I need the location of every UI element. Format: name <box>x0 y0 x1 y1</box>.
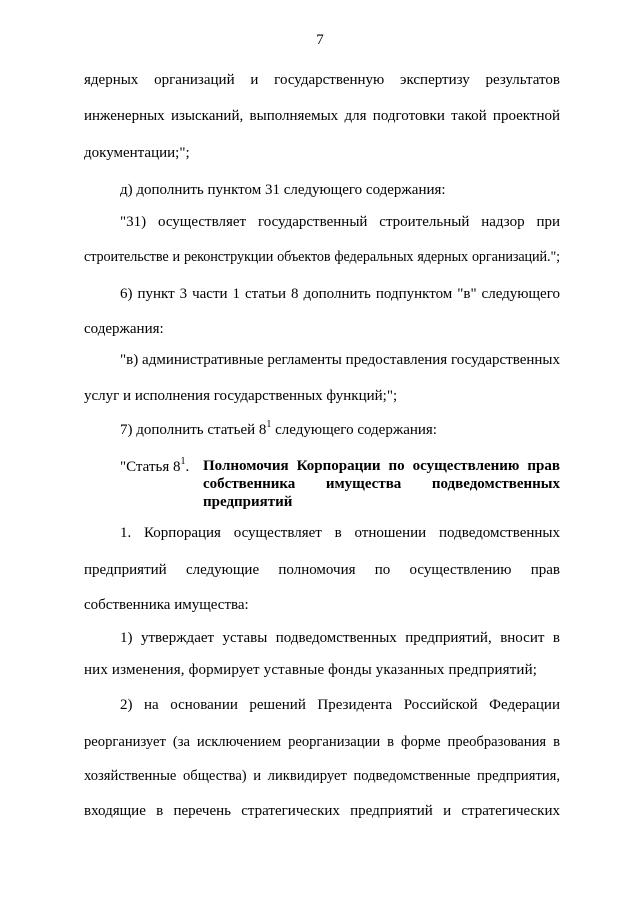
text-line: предприятий следующие полномочия по осуществлению прав <box>84 562 560 578</box>
text-line: собственника имущества: <box>84 597 249 613</box>
text-line: услуг и исполнения государственных функций;"; <box>84 388 398 404</box>
text-line: строительстве и реконструкции объектов федеральных ядерных организаций."; <box>84 249 560 265</box>
text-line: хозяйственные общества) и ликвидирует подведомственные предприятия, <box>84 768 560 784</box>
article-label-prefix: "Статья 8 <box>120 459 181 475</box>
article-label-sup: 1 <box>180 456 186 467</box>
text-line: д) дополнить пунктом 31 следующего содержания: <box>120 182 446 198</box>
text-span: следующего содержания: <box>271 422 437 438</box>
page-number: 7 <box>316 32 324 48</box>
text-line: реорганизует (за исключением реорганизации в форме преобразования в <box>84 734 560 750</box>
text-line: 2) на основании решений Президента Российской Федерации <box>120 697 560 713</box>
text-span: 7) дополнить статьей 8 <box>120 422 267 438</box>
article-label-suffix: . <box>185 459 190 475</box>
article-title-line: собственника имущества подведомственных <box>203 476 560 492</box>
text-line: "в) административные регламенты предоставления государственных <box>120 352 560 368</box>
text-line: документации;"; <box>84 145 190 161</box>
text-line <box>120 420 560 440</box>
text-line: них изменения, формирует уставные фонды указанных предприятий; <box>84 662 538 678</box>
article-title-line: предприятий <box>203 494 293 510</box>
text-line: "31) осуществляет государственный строительный надзор при <box>120 214 560 230</box>
article-label <box>120 457 189 477</box>
text-line: содержания: <box>84 321 164 337</box>
text-line: входящие в перечень стратегических предприятий и стратегических <box>84 803 560 819</box>
text-line: ядерных организаций и государственную экспертизу результатов <box>84 72 560 88</box>
text-line: 6) пункт 3 части 1 статьи 8 дополнить подпунктом "в" следующего <box>120 286 560 302</box>
text-line: 1. Корпорация осуществляет в отношении подведомственных <box>120 525 560 541</box>
text-line: 1) утверждает уставы подведомственных предприятий, вносит в <box>120 630 560 646</box>
text-line: инженерных изысканий, выполняемых для подготовки такой проектной <box>84 108 560 124</box>
article-title-line: Полномочия Корпорации по осуществлению прав <box>203 458 560 474</box>
article-title <box>203 457 560 511</box>
superscript: 1 <box>266 419 272 430</box>
